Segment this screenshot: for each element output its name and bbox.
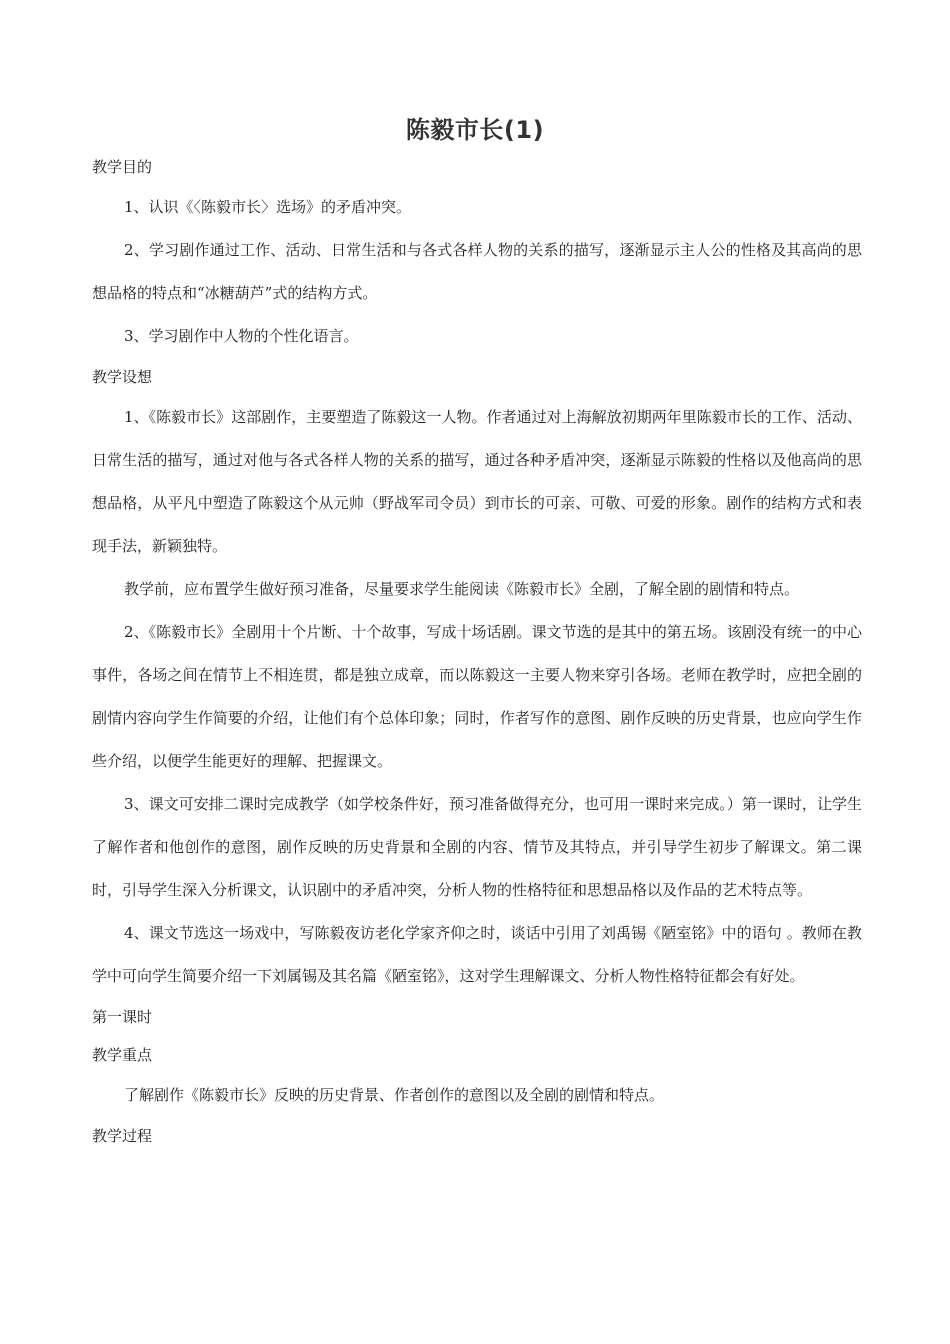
paragraph: 3、学习剧作中人物的个性化语言。	[124, 327, 359, 345]
section-heading-process: 教学过程	[92, 1127, 153, 1145]
section-heading-objectives: 教学目的	[92, 158, 153, 176]
paragraph: 4、课文节选这一场戏中，写陈毅夜访老化学家齐仰之时，谈话中引用了刘禹锡《陋室铭》中的语句 。教师在教学中可向学生简要介绍一下刘属锡及其名篇《陋室铭》，这对学生理解课文、分析人物性格特征都会有好处。	[92, 924, 862, 985]
paragraph: 了解剧作《陈毅市长》反映的历史背景、作者创作的意图以及全剧的剧情和特点。	[124, 1086, 665, 1104]
document-body	[92, 148, 862, 1155]
section-heading-key-points: 教学重点	[92, 1046, 153, 1064]
paragraph: 2、《陈毅市长》全剧用十个片断、十个故事，写成十场话剧。课文节选的是其中的第五场。该剧没有统一的中心事件，各场之间在情节上不相连贯，都是独立成章，而以陈毅这一主要人物来穿引各场。老师在教学时，应把全剧的剧情内容向学生作简要的介绍，让他们有个总体印象；同时，作者写作的意图、剧作反映的历史背景，也应向学生作些介绍，以便学生能更好的理解、把握课文。	[92, 623, 862, 770]
paragraph: 教学前，应布置学生做好预习准备，尽量要求学生能阅读《陈毅市长》全剧，了解全剧的剧情和特点。	[124, 580, 800, 598]
section-heading-design: 教学设想	[92, 368, 153, 386]
page-title: 陈毅市长(1)	[405, 116, 545, 144]
paragraph: 2、学习剧作通过工作、活动、日常生活和与各式各样人物的关系的描写，逐渐显示主人公的性格及其高尚的思想品格的特点和“冰糖葫芦”式的结构方式。	[92, 241, 862, 302]
paragraph: 1、认识《〈陈毅市长〉选场》的矛盾冲突。	[124, 198, 412, 216]
paragraph: 1、《陈毅市长》这部剧作，主要塑造了陈毅这一人物。作者通过对上海解放初期两年里陈毅市长的工作、活动、日常生活的描写，通过对他与各式各样人物的关系的描写，通过各种矛盾冲突，逐渐显示陈毅的性格以及他高尚的思想品格，从平凡中塑造了陈毅这个从元帅（野战军司令员）到市长的可亲、可敬、可爱的形象。剧作的结构方式和表现手法，新颖独特。	[92, 408, 862, 555]
paragraph: 3、课文可安排二课时完成教学（如学校条件好，预习准备做得充分，也可用一课时来完成。）第一课时，让学生了解作者和他创作的意图，剧作反映的历史背景和全剧的内容、情节及其特点，并引导学生初步了解课文。第二课时，引导学生深入分析课文，认识剧中的矛盾冲突，分析人物的性格特征和思想品格以及作品的艺术特点等。	[92, 795, 862, 899]
section-heading-first-lesson: 第一课时	[92, 1008, 153, 1026]
